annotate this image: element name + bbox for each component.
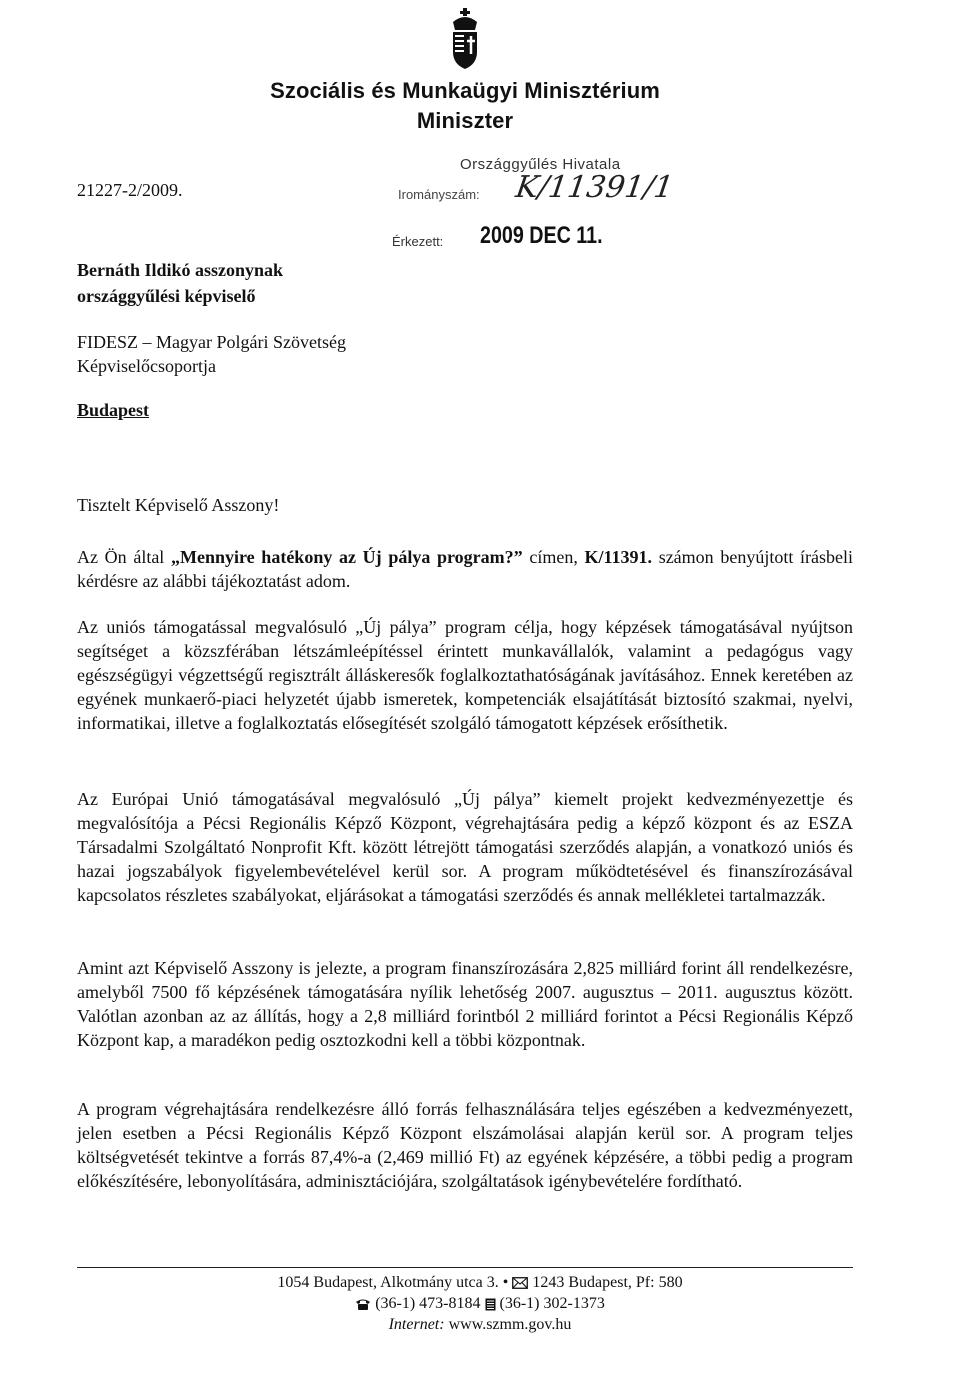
addressee xyxy=(77,257,283,309)
body-paragraph: Az Európai Unió támogatásával megvalósuló „Új pálya” kiemelt projekt kedvezményezettje és megvalósítója a Pécsi Regionális Képző Központ, végrehajtására pedig a képző központ és az ESZA Társadalmi Szolgáltató Nonprofit Kft. között létrejött támogatási szerződés alapján, a vonatkozó uniós és hazai jogszabályok figyelembevételével kerül sor. A program működtetésével és finanszírozásával kapcsolatos részletes szabályokat, eljárásokat a támogatási szerződés és annak mellékletei tartalmazzák. xyxy=(77,789,853,905)
footer-fax: (36-1) 302-1373 xyxy=(499,1295,605,1312)
footer xyxy=(130,1272,830,1335)
body-paragraph: Az uniós támogatással megvalósuló „Új pálya” program célja, hogy képzések támogatásával nyújtson segítséget a közszférában létszámleépítéssel érintett munkavállalók, valamint a pedagógus vagy egészségügyi végzettségű regisztrált álláskeresők foglalkoztathatóságának javításához. Ennek keretében az egyének munkaerő-piaci helyzetét újabb ismeretek, kompetenciák elsajátítását biztosító szakmai, nyelvi, informatikai, illetve a foglalkoztatás elősegítését szolgáló támogatott képzések erősíthetik. xyxy=(77,617,853,733)
coat-of-arms-icon xyxy=(449,8,481,70)
footer-internet-line xyxy=(130,1314,830,1335)
footer-postbox: 1243 Budapest, Pf: 580 xyxy=(532,1274,683,1291)
intro-suffix: számon benyújtott írásbeli kérdésre az alábbi tájékoztatást adom. xyxy=(77,547,853,591)
stamp-iron-label: Irományszám: xyxy=(398,187,480,202)
stamp-office: Országgyűlés Hivatala xyxy=(460,156,621,173)
intro-middle: címen, xyxy=(522,547,585,567)
footer-phone: (36-1) 473-8184 xyxy=(375,1295,481,1312)
footer-divider xyxy=(77,1267,853,1268)
stamp-received-date: 2009 DEC 11. xyxy=(480,222,603,249)
addressee-role: országgyűlési képviselő xyxy=(77,286,256,306)
reference-number: 21227-2/2009. xyxy=(77,180,183,200)
telephone-icon xyxy=(355,1298,371,1310)
intro-paragraph xyxy=(77,545,853,593)
envelope-icon xyxy=(512,1277,528,1289)
registry-stamp xyxy=(392,150,728,260)
footer-phone-line xyxy=(130,1293,830,1314)
intro-prefix: Az Ön által xyxy=(77,547,171,567)
footer-bullet: • xyxy=(502,1274,509,1291)
footer-address: 1054 Budapest, Alkotmány utca 3. xyxy=(277,1274,499,1291)
stamp-received-label: Érkezett: xyxy=(392,234,444,249)
body-paragraph: Amint azt Képviselő Asszony is jelezte, a program finanszírozására 2,825 milliárd forint áll rendelkezésre, amelyből 7500 fő képzésének támogatására nyílik lehetőség 2007. augusztus – 2011. augusztus között. Valótlan azonban az az állítás, hogy a 2,8 milliárd forintból 2 milliárd forintot a Pécsi Regionális Képző Központ kap, a maradékon pedig osztozkodni kell a többi központnak. xyxy=(77,958,853,1050)
addressee-name: Bernáth Ildikó asszonynak xyxy=(77,260,284,280)
stamp-iron-number: K/11391/1 xyxy=(513,170,676,205)
footer-url[interactable]: www.szmm.gov.hu xyxy=(448,1316,572,1333)
body-paragraph: A program végrehajtására rendelkezésre álló forrás felhasználására teljes egészében a kedvezményezett, jelen esetben a Pécsi Regionális Képző Központ elszámolásai alapján kerül sor. A program teljes költségvetését tekintve a forrás 87,4%-a (2,469 millió Ft) az egyének képzésére, a többi pedig a program előkészítésére, lebonyolítására, adminisztációjára, szolgáltatások igénybevételére fordítható. xyxy=(77,1099,853,1191)
party-line-2: Képviselőcsoportja xyxy=(77,356,216,376)
salutation: Tisztelt Képviselő Asszony! xyxy=(77,495,280,515)
footer-address-line xyxy=(130,1272,830,1293)
fax-icon xyxy=(485,1298,496,1311)
footer-internet-label: Internet: xyxy=(388,1316,445,1333)
intro-doc-ref: K/11391. xyxy=(584,547,653,567)
ministry-header xyxy=(170,76,760,136)
ministry-name: Szociális és Munkaügyi Minisztérium xyxy=(270,78,660,103)
minister-title: Miniszter xyxy=(416,108,514,133)
addressee-city: Budapest xyxy=(77,400,150,420)
intro-question: „Mennyire hatékony az Új pálya program?” xyxy=(170,547,523,567)
addressee-party xyxy=(77,330,346,378)
party-line-1: FIDESZ – Magyar Polgári Szövetség xyxy=(77,332,346,352)
